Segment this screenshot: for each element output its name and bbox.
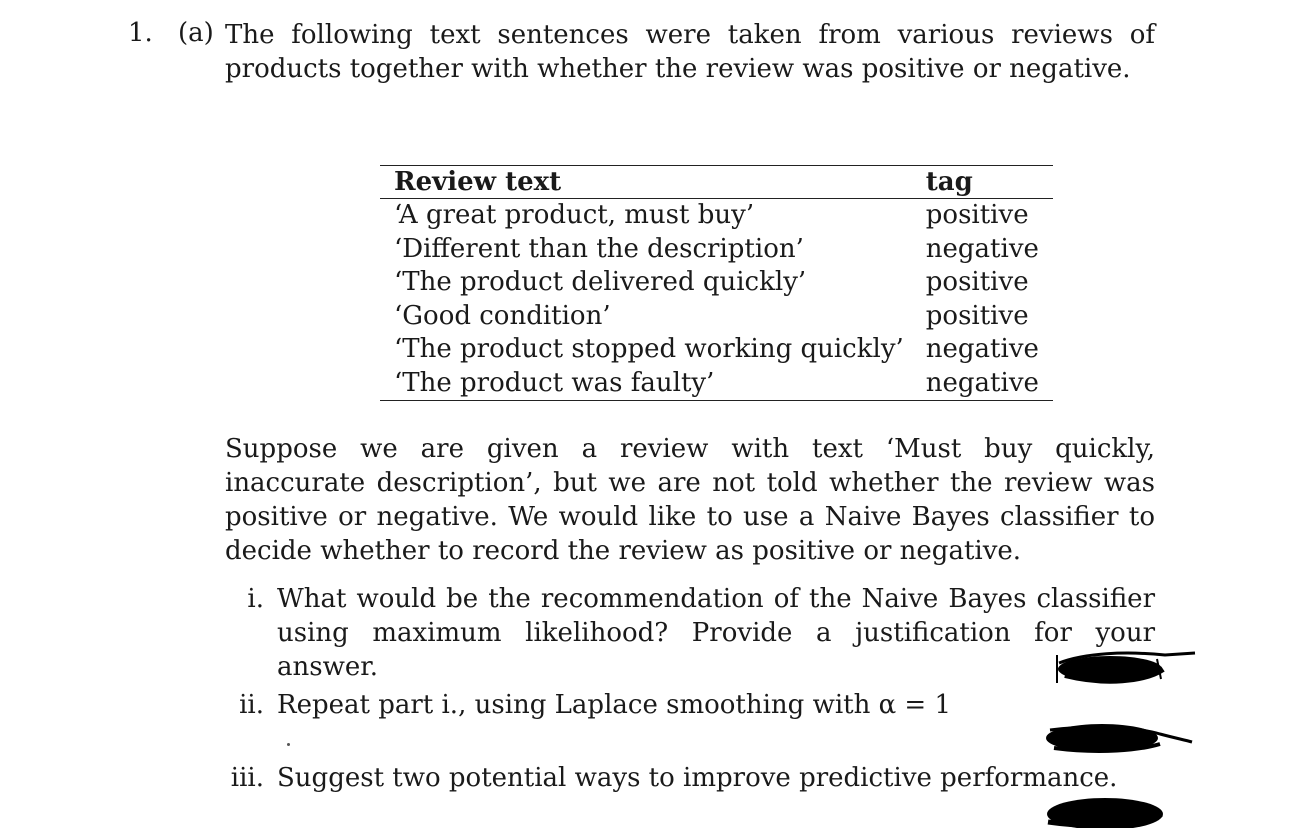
table-row — [380, 300, 1053, 334]
redaction-scribble-icon — [1040, 718, 1200, 758]
tag-cell: negative — [925, 334, 1039, 364]
tag-cell: negative — [925, 233, 1039, 264]
stray-dot — [287, 743, 290, 746]
subquestion-text: Suggest two potential ways to improve predictive performance. — [277, 763, 1118, 793]
review-text-cell: ‘The product was faulty’ — [394, 367, 715, 398]
tag-cell: positive — [925, 267, 1029, 297]
subquestion-text: What would be the recommendation of the Naive Bayes classifier using maximum likelihood? Provide a justification for your answer. — [277, 584, 1155, 682]
question-part: (a) — [178, 18, 214, 48]
scenario-paragraph — [225, 432, 1155, 568]
table-row — [380, 266, 1053, 300]
question-intro — [225, 18, 1155, 86]
subquestion-label: iii. — [230, 763, 264, 793]
review-text-cell: ‘The product delivered quickly’ — [394, 267, 807, 297]
table-row — [380, 233, 1053, 267]
table-header-row — [380, 166, 1053, 199]
review-text-cell: ‘A great product, must buy’ — [394, 200, 755, 230]
table-row — [380, 333, 1053, 367]
tag-cell: positive — [925, 300, 1029, 331]
header-review-text: Review text — [380, 166, 918, 199]
intro-text: The following text sentences were taken from various reviews of products together with whether the review was positive or negative. — [225, 20, 1155, 84]
reviews-table — [380, 165, 1053, 401]
tag-cell: negative — [925, 367, 1039, 398]
review-text-cell: ‘The product stopped working quickly’ — [394, 334, 904, 364]
redaction-scribble-icon — [1045, 645, 1205, 690]
table-row — [380, 199, 1053, 233]
subquestion-text: Repeat part i., using Laplace smoothing with α = 1 — [277, 690, 952, 720]
tag-cell: positive — [925, 200, 1029, 230]
subquestion-label: i. — [247, 584, 264, 614]
table-row — [380, 367, 1053, 401]
header-tag: tag — [918, 166, 1053, 199]
subquestion-label: ii. — [239, 690, 264, 720]
review-text-cell: ‘Different than the description’ — [394, 233, 804, 264]
redaction-scribble-icon — [1040, 794, 1170, 828]
review-text-cell: ‘Good condition’ — [394, 300, 611, 331]
scenario-text: Suppose we are given a review with text ‘Must buy quickly, inaccurate description’, but we are not told whether the review was positive or negative. We would like to use a Naive Bayes classifier to decide whether to record the review as positive or negative. — [225, 434, 1155, 566]
question-number: 1. — [128, 18, 153, 48]
